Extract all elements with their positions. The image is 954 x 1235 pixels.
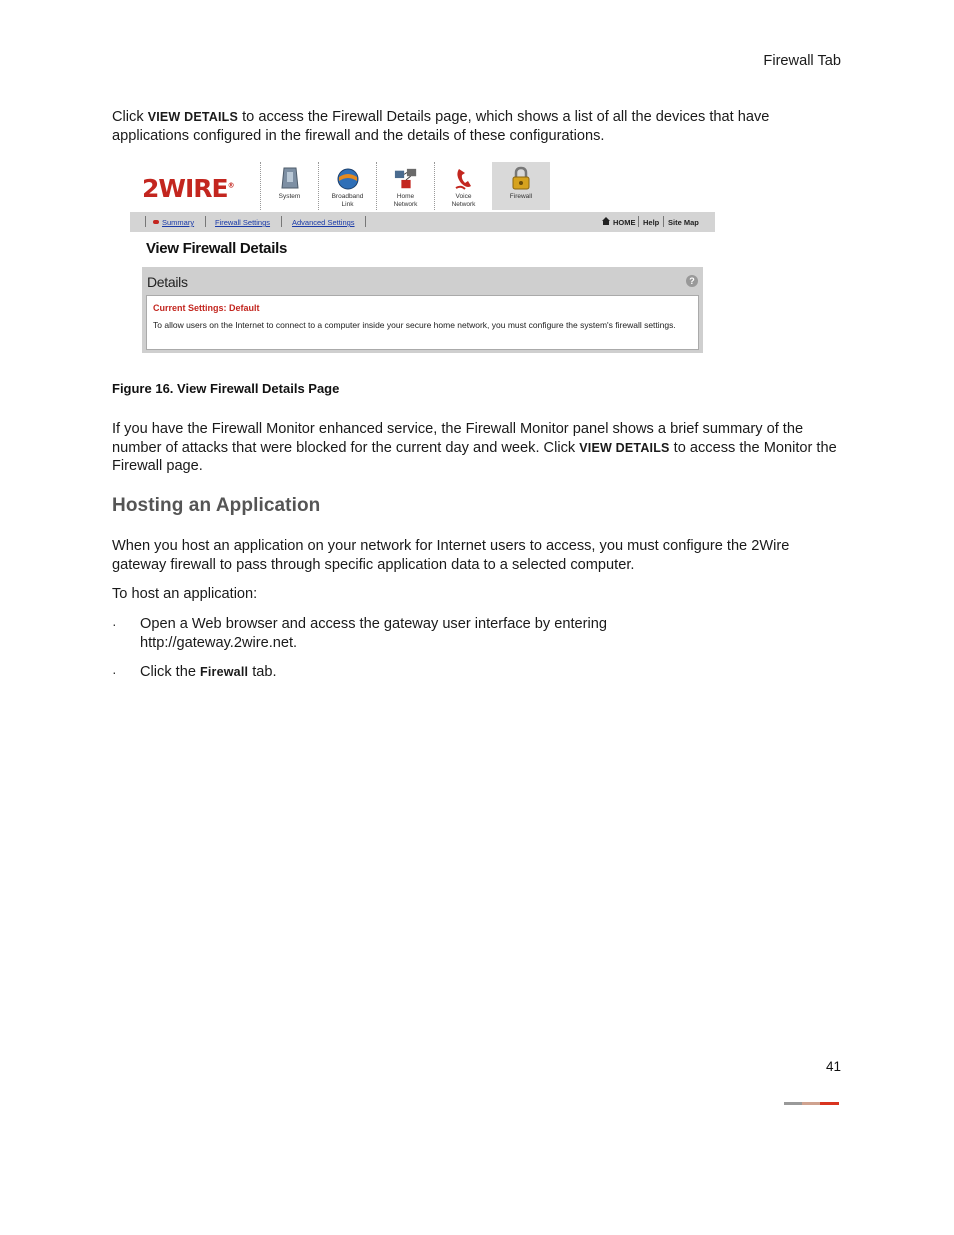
bullet-text bbox=[140, 663, 277, 682]
nav-separator bbox=[663, 216, 664, 227]
firewall-details-screenshot bbox=[130, 160, 715, 355]
nav-firewall-settings-link[interactable]: Firewall Settings bbox=[215, 218, 271, 227]
nav-help-link[interactable]: Help bbox=[643, 218, 660, 227]
tab-label: Broadband Link bbox=[331, 193, 364, 208]
bullet-marker: · bbox=[112, 616, 117, 632]
nav-site-map-link[interactable]: Site Map bbox=[668, 218, 699, 227]
phone-icon bbox=[452, 166, 476, 192]
footer-bar-tan bbox=[802, 1102, 820, 1105]
list-item bbox=[0, 663, 954, 683]
tab-voice-network[interactable] bbox=[434, 162, 492, 210]
b2-before: Click the bbox=[140, 664, 201, 680]
system-icon bbox=[278, 166, 302, 192]
monitor-paragraph bbox=[112, 420, 842, 476]
firewall-term: Firewall bbox=[200, 665, 249, 679]
tab-label: Home Network bbox=[393, 193, 418, 208]
tab-firewall[interactable] bbox=[492, 162, 550, 210]
nav-separator bbox=[365, 216, 366, 227]
nav-home-link[interactable]: HOME bbox=[613, 218, 636, 227]
nav-separator bbox=[145, 216, 146, 227]
bullet-marker: · bbox=[112, 664, 117, 680]
tab-broadband-link[interactable] bbox=[318, 162, 376, 210]
intro-paragraph bbox=[112, 108, 842, 145]
para1-after: to access the Firewall Details page, which shows a list of all the devices that have applications configured in the firewall and the details of these configurations. bbox=[112, 109, 770, 144]
home-icon bbox=[601, 216, 611, 228]
tab-system[interactable] bbox=[260, 162, 318, 210]
tab-home-network[interactable] bbox=[376, 162, 434, 210]
list-item bbox=[0, 615, 954, 655]
nav-separator bbox=[638, 216, 639, 227]
firewall-description: To allow users on the Internet to connect to a computer inside your secure home network, you must configure the system's firewall settings. bbox=[153, 320, 676, 330]
para1-before: Click bbox=[112, 109, 148, 125]
tab-label: System bbox=[278, 193, 301, 200]
panel-title: Details bbox=[147, 274, 188, 290]
nav-active-dot bbox=[153, 220, 159, 224]
running-header: Firewall Tab bbox=[763, 53, 841, 69]
footer-bar-red bbox=[820, 1102, 839, 1105]
screenshot-page-title: View Firewall Details bbox=[146, 240, 287, 257]
nav-separator bbox=[281, 216, 282, 227]
tab-label: Voice Network bbox=[451, 193, 476, 208]
view-details-term: VIEW DETAILS bbox=[147, 110, 239, 124]
padlock-icon bbox=[509, 166, 533, 192]
nav-separator bbox=[205, 216, 206, 227]
sub-navigation bbox=[130, 212, 715, 232]
details-panel bbox=[142, 267, 703, 353]
para2-before: If you have the Firewall Monitor enhanced service, the Firewall Monitor panel shows a brief summary of the number of attacks that were blocked for the current day and week. Click bbox=[112, 421, 804, 456]
view-details-term: VIEW DETAILS bbox=[579, 440, 670, 455]
panel-content bbox=[146, 295, 699, 350]
page-number: 41 bbox=[825, 1059, 841, 1074]
b2-after: tab. bbox=[248, 664, 277, 680]
section-heading: Hosting an Application bbox=[112, 495, 321, 516]
2wire-logo: 2WIRE® bbox=[142, 174, 234, 203]
hosting-paragraph: When you host an application on your network for Internet users to access, you must configure the 2Wire gateway firewall to pass through specific application data to a selected computer. bbox=[112, 538, 790, 573]
globe-icon bbox=[336, 166, 360, 192]
steps-intro: To host an application: bbox=[112, 586, 258, 602]
para2-after: to access the Monitor the Firewall page. bbox=[112, 439, 837, 474]
main-tabs bbox=[260, 162, 550, 210]
footer-bar-gray bbox=[784, 1102, 802, 1105]
help-icon[interactable]: ? bbox=[686, 275, 698, 287]
home-network-icon bbox=[394, 166, 418, 192]
nav-summary-link[interactable]: Summary bbox=[162, 218, 195, 227]
figure-caption: Figure 16. View Firewall Details Page bbox=[112, 381, 340, 396]
bullet-text: Open a Web browser and access the gateway user interface by entering http://gateway.2wire.net. bbox=[140, 616, 607, 651]
nav-advanced-settings-link[interactable]: Advanced Settings bbox=[292, 218, 355, 227]
tab-label: Firewall bbox=[509, 193, 533, 200]
current-settings-label: Current Settings: Default bbox=[153, 303, 260, 313]
